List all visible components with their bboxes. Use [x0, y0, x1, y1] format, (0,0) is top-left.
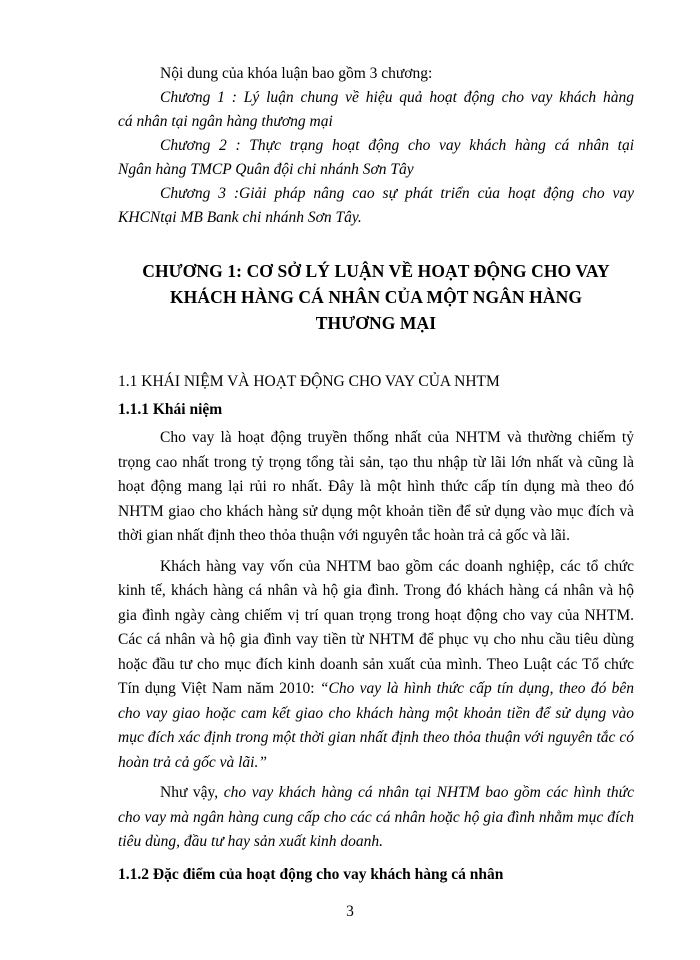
chapter-title-line-3: THƯƠNG MẠI [315, 313, 437, 333]
law-quote: “Cho vay là hình thức cấp tín dụng, theo đó bên cho vay giao hoặc cam kết giao cho khách hàng một khoản tiền để sử dụng vào mục đích xác định trong một thời gian nhất định theo thỏa thuận với nguyên tắc có hoàn trả cả gốc và lãi.” [118, 680, 635, 771]
chapter-title [118, 258, 634, 336]
chapter-1-summary-head: Chương 1 : Lý luận chung về hiệu quả hoạt động cho vay khách hàng [160, 89, 634, 106]
chapter-2-summary-head: Chương 2 : Thực trạng hoạt động cho vay khách hàng cá nhân tại [160, 137, 634, 154]
chapter-title-line-2: KHÁCH HÀNG CÁ NHÂN CỦA MỘT NGÂN HÀNG [169, 287, 583, 307]
paragraph-summary-lead: Như vậy, [160, 784, 224, 801]
chapter-title-line-1: CHƯƠNG 1: CƠ SỞ LÝ LUẬN VỀ HOẠT ĐỘNG CHO VAY [142, 261, 610, 281]
paragraph-summary [118, 781, 634, 855]
paragraph-customers [118, 555, 634, 776]
section-heading-1-1: 1.1 KHÁI NIỆM VÀ HOẠT ĐỘNG CHO VAY CỦA NHTM [118, 373, 500, 390]
document-page [118, 62, 634, 887]
chapter-2-summary-tail: Ngân hàng TMCP Quân đội chi nhánh Sơn Tây [118, 161, 414, 178]
chapter-3-summary-head: Chương 3 :Giải pháp nâng cao sự phát triển của hoạt động cho vay [160, 185, 634, 202]
chapter-1-summary-tail: cá nhân tại ngân hàng thương mại [118, 113, 333, 130]
page-number: 3 [346, 903, 354, 920]
subsection-heading-1-1-2: 1.1.2 Đặc điểm của hoạt động cho vay khách hàng cá nhân [118, 865, 504, 883]
paragraph-summary-italic: cho vay khách hàng cá nhân tại NHTM bao gồm các hình thức cho vay mà ngân hàng cung cấp cho các cá nhân hoặc hộ gia đình nhằm mục đích tiêu dùng, đầu tư hay sản xuất kinh doanh. [118, 784, 635, 850]
intro-lead: Nội dung của khóa luận bao gồm 3 chương: [160, 65, 433, 82]
subsection-heading-1-1-1: 1.1.1 Khái niệm [118, 401, 223, 418]
paragraph-definition: Cho vay là hoạt động truyền thống nhất của NHTM và thường chiếm tỷ trọng cao nhất trong tỷ trọng tổng tài sản, tạo thu nhập từ lãi lớn nhất và cũng là hoạt động mang lại rủi ro nhất. Đây là một hình thức cấp tín dụng mà theo đó NHTM giao cho khách hàng sử dụng một khoản tiền để sử dụng vào mục đích và thời gian nhất định theo thỏa thuận với nguyên tắc hoàn trả cả gốc và lãi. [118, 429, 634, 544]
paragraph-customers-text: Khách hàng vay vốn của NHTM bao gồm các doanh nghiệp, các tổ chức kinh tế, khách hàng cá nhân và hộ gia đình. Trong đó khách hàng cá nhân và hộ gia đình ngày càng chiếm vị trí quan trọng trong hoạt động cho vay của NHTM. Các cá nhân và hộ gia đình vay tiền từ NHTM để phục vụ cho nhu cầu tiêu dùng hoặc đầu tư cho mục đích kinh doanh sản xuất của mình. Theo Luật các Tổ chức Tín dụng Việt Nam năm 2010: [118, 557, 634, 697]
chapter-3-summary-tail: KHCNtại MB Bank chi nhánh Sơn Tây. [118, 209, 362, 226]
